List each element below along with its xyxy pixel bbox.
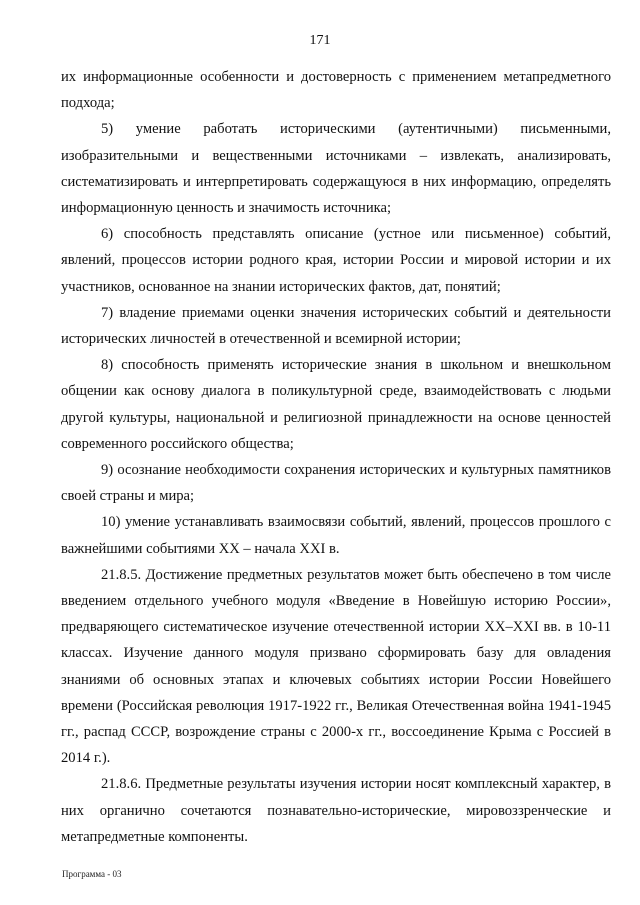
paragraph-item-8: 8) способность применять исторические знания в школьном и внешкольном общении как основу диалога в поликультурной среде, взаимодействовать с людьми другой культуры, национальной и религиозной принадлежности на основе ценностей современного российского общества; bbox=[61, 357, 611, 452]
paragraph-21-8-6: 21.8.6. Предметные результаты изучения истории носят комплексный характер, в них органично сочетаются познавательно-исторические, мировоззренческие и метапредметные компоненты. bbox=[61, 776, 611, 845]
paragraph-item-5: 5) умение работать историческими (аутентичными) письменными, изобразительными и вещественными источниками – извлекать, анализировать, систематизировать и интерпретировать содержащуюся в них информацию, определять информационную ценность и значимость источника; bbox=[61, 121, 611, 217]
footer-label: Программа - 03 bbox=[62, 869, 122, 879]
page-number: 171 bbox=[309, 33, 331, 48]
paragraph-item-10: 10) умение устанавливать взаимосвязи событий, явлений, процессов прошлого с важнейшими событиями XX – начала XXI в. bbox=[61, 514, 611, 557]
paragraph-21-8-5: 21.8.5. Достижение предметных результатов может быть обеспечено в том числе введением отдельного учебного модуля «Введение в Новейшую историю России», предваряющего систематическое изучение отечественной истории XX–XXI вв. в 10-11 классах. Изучение данного модуля призвано сформировать базу для овладения знаниями об основных этапах и ключевых событиях истории России Новейшего времени (Российская революция 1917-1922 гг., Великая Отечественная война 1941-1945 гг., распад СССР, возрождение страны с 2000-х гг., воссоединение Крыма с Россией в 2014 г.). bbox=[61, 566, 611, 767]
document-body bbox=[61, 64, 611, 850]
paragraph-item-9: 9) осознание необходимости сохранения исторических и культурных памятников своей страны и мира; bbox=[61, 462, 611, 505]
paragraph-item-6: 6) способность представлять описание (устное или письменное) событий, явлений, процессов истории родного края, истории России и мировой истории и их участников, основанное на знании исторических фактов, дат, понятий; bbox=[61, 226, 611, 295]
paragraph-continuation: их информационные особенности и достоверность с применением метапредметного подхода; bbox=[61, 69, 611, 112]
paragraph-item-7: 7) владение приемами оценки значения исторических событий и деятельности исторических личностей в отечественной и всемирной истории; bbox=[61, 304, 611, 348]
